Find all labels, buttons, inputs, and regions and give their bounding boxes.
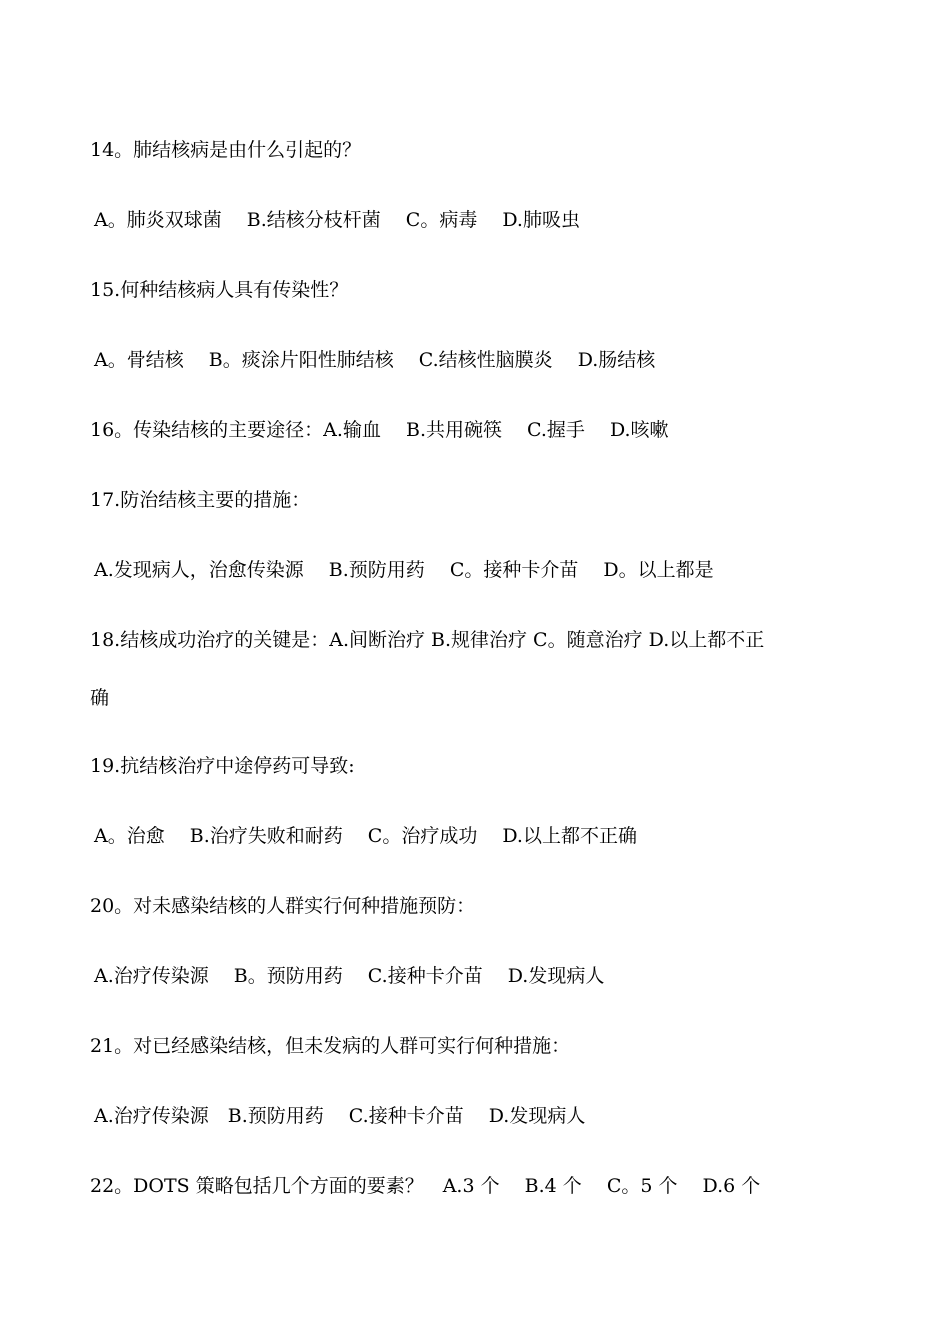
question-17-options: A.发现病人，治愈传染源 B.预防用药 C。接种卡介苗 D。以上都是 [94, 559, 714, 581]
question-19-options: A。治愈 B.治疗失败和耐药 C。治疗成功 D.以上都不正确 [94, 825, 637, 847]
question-15: 15.何种结核病人具有传染性？ [90, 279, 349, 301]
question-14-options: A。肺炎双球菌 B.结核分枝杆菌 C。病毒 D.肺吸虫 [94, 209, 580, 231]
question-18: 18.结核成功治疗的关键是：A.间断治疗 B.规律治疗 C。随意治疗 D.以上都不正 [90, 629, 765, 651]
question-22: 22。DOTS 策略包括几个方面的要素？ A.3 个 B.4 个 C。5 个 D.6 个 [90, 1175, 761, 1197]
question-14: 14。肺结核病是由什么引起的？ [90, 139, 362, 161]
question-18-continuation: 确 [90, 687, 110, 709]
question-20-options: A.治疗传染源 B。预防用药 C.接种卡介苗 D.发现病人 [94, 965, 605, 987]
question-17: 17.防治结核主要的措施： [90, 489, 311, 511]
question-21-options: A.治疗传染源 B.预防用药 C.接种卡介苗 D.发现病人 [94, 1105, 586, 1127]
question-19: 19.抗结核治疗中途停药可导致: [90, 755, 355, 777]
question-15-options: A。骨结核 B。痰涂片阳性肺结核 C.结核性脑膜炎 D.肠结核 [94, 349, 656, 371]
question-21: 21。对已经感染结核，但未发病的人群可实行何种措施： [90, 1035, 571, 1057]
question-16: 16。传染结核的主要途径：A.输血 B.共用碗筷 C.握手 D.咳嗽 [90, 419, 669, 441]
question-20: 20。对未感染结核的人群实行何种措施预防： [90, 895, 476, 917]
